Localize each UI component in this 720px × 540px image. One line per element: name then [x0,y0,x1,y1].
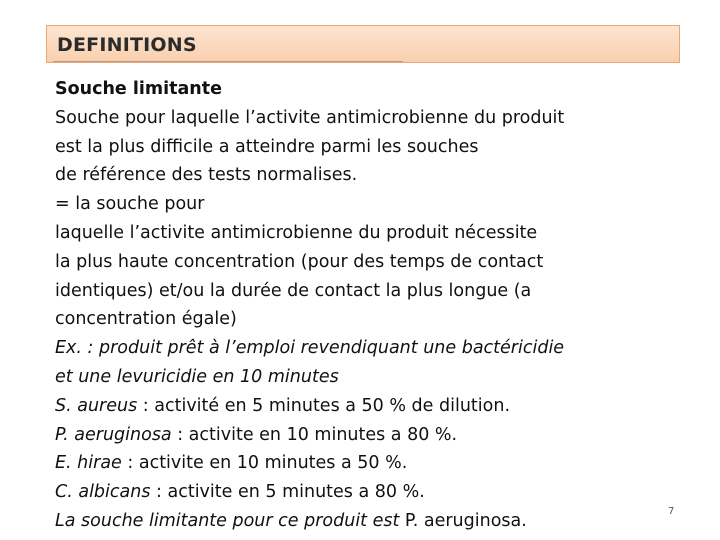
page-title: DEFINITIONS [57,34,197,56]
definition-line: la plus haute concentration (pour des temps de contact [55,251,544,272]
title-banner [46,25,680,63]
strain-name: S. aureus [55,395,138,416]
strain-result: : activite en 10 minutes a 50 %. [121,453,408,474]
definition-line: laquelle l’activite antimicrobienne du produit nécessite [55,222,538,243]
example-line: Ex. : produit prêt à l’emploi revendiquant une bactéricidie [55,338,565,359]
strain-name: C. albicans [55,482,151,503]
strain-line [55,421,655,450]
strain-line [55,392,655,421]
strain-result: : activité en 5 minutes a 50 % de dilution. [137,395,511,416]
definition-line: identiques) et/ou la durée de contact la plus longue (a [55,280,532,301]
definition-line: concentration égale) [55,309,237,330]
strain-name: P. aeruginosa [55,424,172,445]
strain-name: E. hirae [55,453,122,474]
definition-line: de référence des tests normalises. [55,165,358,186]
strain-line [55,449,655,478]
definition-line: = la souche pour [55,194,205,215]
definition-heading: Souche limitante [55,79,222,99]
conclusion-line [55,507,655,536]
title-underline [53,61,403,62]
strain-result: : activite en 10 minutes a 80 %. [171,424,458,445]
definition-line: est la plus difficile a atteindre parmi les souches [55,136,479,157]
conclusion-text: La souche limitante pour ce produit est [55,510,405,531]
conclusion-strain: P. aeruginosa. [404,510,527,531]
strain-line [55,478,655,507]
example-line: et une levuricidie en 10 minutes [55,366,339,387]
slide-body [55,75,655,536]
page-number: 7 [668,506,675,517]
definition-line: Souche pour laquelle l’activite antimicrobienne du produit [55,107,565,128]
strain-result: : activite en 5 minutes a 80 %. [150,482,425,503]
